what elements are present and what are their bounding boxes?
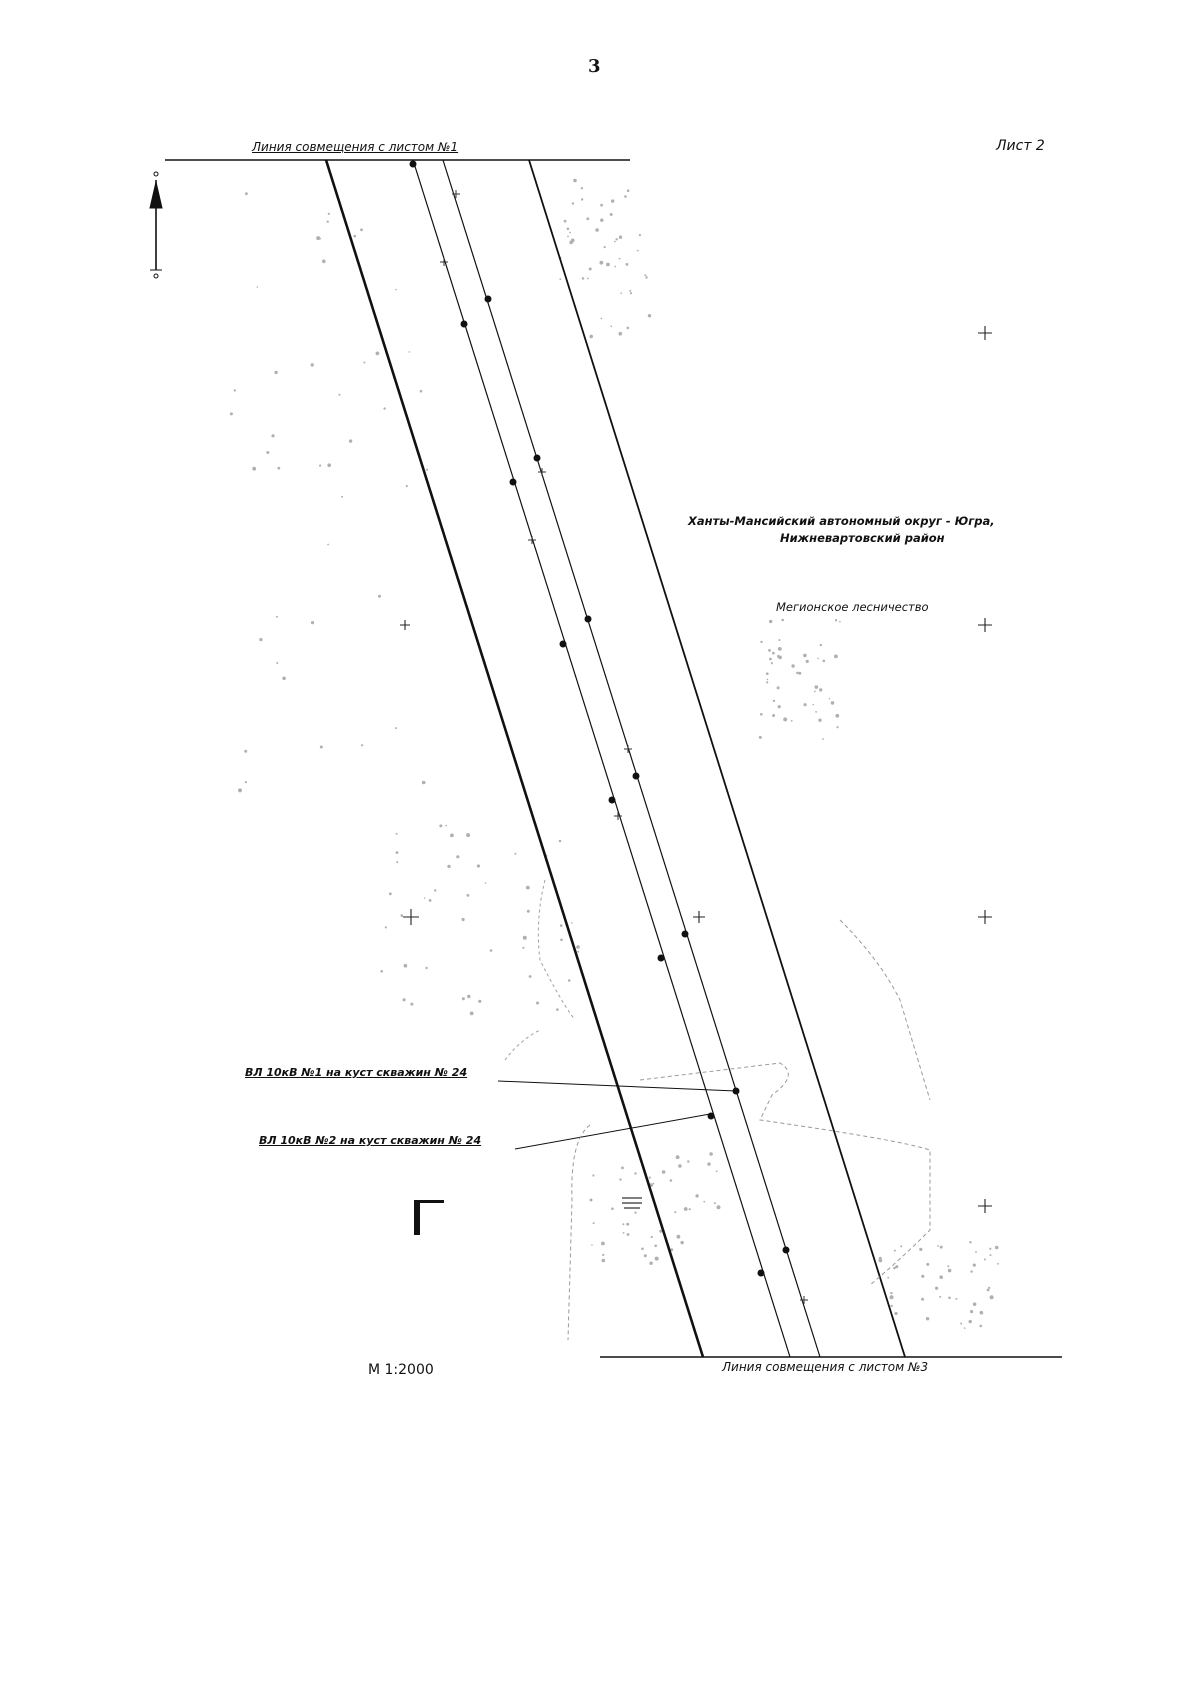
- sheet-label: Лист 2: [996, 138, 1045, 154]
- terrain-dot: [759, 736, 762, 739]
- terrain-dot: [591, 1244, 593, 1246]
- pole-marker-icon: [609, 797, 616, 804]
- terrain-dot: [560, 924, 563, 927]
- terrain-dot: [939, 1296, 941, 1298]
- pole-marker-icon: [510, 479, 517, 486]
- pole-marker-icon: [758, 1270, 765, 1277]
- terrain-dot: [973, 1264, 976, 1267]
- terrain-dot: [466, 833, 470, 837]
- grid-cross-icon: [400, 620, 410, 630]
- power-line-2-leader: [515, 1114, 710, 1149]
- terrain-dot: [522, 947, 524, 949]
- terrain-dot: [320, 746, 323, 749]
- terrain-dot: [600, 219, 603, 222]
- terrain-dot: [891, 1305, 893, 1307]
- terrain-dot: [322, 260, 326, 264]
- terrain-dot: [611, 1207, 614, 1210]
- terrain-dot: [629, 290, 631, 292]
- terrain-dot: [630, 292, 632, 294]
- terrain-dot: [984, 1259, 986, 1261]
- terrain-dot: [439, 824, 442, 827]
- terrain-dot: [429, 899, 432, 902]
- row-boundary-left: [326, 160, 703, 1357]
- terrain-dot: [276, 616, 278, 618]
- terrain-dot: [401, 914, 404, 917]
- terrain-dot: [654, 1245, 657, 1248]
- terrain-dot: [820, 644, 822, 646]
- terrain-dot: [556, 1008, 559, 1011]
- pole-marker-icon: [461, 321, 468, 328]
- terrain-dot: [627, 1233, 630, 1236]
- terrain-dot: [771, 662, 773, 664]
- terrain-dot: [997, 1263, 999, 1265]
- terrain-dot: [804, 703, 807, 706]
- terrain-dot: [772, 714, 775, 717]
- terrain-dot: [536, 1002, 539, 1005]
- terrain-dot: [940, 1246, 943, 1249]
- terrain-dot: [803, 654, 807, 658]
- terrain-dot: [969, 1241, 971, 1243]
- pole-marker-icon: [783, 1247, 790, 1254]
- grid-cross-icon: [693, 911, 705, 923]
- terrain-dot: [245, 781, 247, 783]
- terrain-dot: [341, 496, 343, 498]
- terrain-dot: [404, 964, 408, 968]
- terrain-dot: [234, 389, 236, 391]
- terrain-dot: [621, 292, 623, 294]
- terrain-dot: [600, 261, 604, 265]
- terrain-dot: [526, 886, 530, 890]
- terrain-dot: [814, 691, 816, 693]
- terrain-dot: [456, 855, 459, 858]
- terrain-dot: [623, 1232, 625, 1234]
- terrain-dot: [619, 258, 621, 260]
- pole-marker-icon: [410, 161, 417, 168]
- forestry-label: Мегионское лесничество: [776, 600, 929, 614]
- terrain-dot: [396, 833, 398, 835]
- terrain-dot: [589, 335, 593, 339]
- terrain-dot: [311, 621, 314, 624]
- terrain-dot: [567, 236, 569, 238]
- terrain-dot: [645, 276, 647, 278]
- terrain-dot: [995, 1246, 999, 1250]
- terrain-dot: [921, 1275, 924, 1278]
- terrain-dot: [282, 677, 286, 681]
- terrain-dot: [817, 658, 819, 660]
- terrain-dot: [921, 1298, 924, 1301]
- terrain-dot: [766, 681, 768, 683]
- terrain-dot: [593, 1222, 595, 1224]
- power-line-2-label: ВЛ 10кВ №2 на куст скважин № 24: [259, 1134, 482, 1147]
- terrain-dot: [641, 1248, 644, 1251]
- terrain-dot: [987, 1289, 990, 1292]
- terrain-dot: [769, 620, 772, 623]
- terrain-dot: [778, 647, 782, 651]
- terrain-dot: [361, 744, 363, 746]
- terrain-dot: [879, 1259, 883, 1263]
- terrain-dot: [649, 1262, 652, 1265]
- terrain-dot: [919, 1248, 922, 1251]
- terrain-dot: [627, 327, 630, 330]
- grid-cross-icon: [978, 326, 992, 340]
- terrain-dot: [587, 278, 589, 280]
- terrain-dot: [707, 1162, 710, 1165]
- grid-crosses: [400, 326, 992, 1213]
- terrain-dot: [571, 239, 575, 243]
- terrain-dot: [447, 865, 450, 868]
- terrain-dot: [622, 1223, 624, 1225]
- terrain-dot: [781, 619, 784, 622]
- terrain-dot: [900, 1245, 902, 1247]
- terrain-dot: [389, 892, 392, 895]
- terrain-dot: [271, 434, 274, 437]
- terrain-dot: [252, 467, 256, 471]
- terrain-dot: [670, 1179, 673, 1182]
- terrain-dot: [606, 263, 610, 267]
- terrain-dot: [569, 232, 571, 234]
- terrain-dot: [590, 1199, 593, 1202]
- terrain-dot: [450, 834, 454, 838]
- terrain-dot: [582, 277, 585, 280]
- terrain-dot: [601, 318, 603, 320]
- terrain-dot: [639, 234, 641, 236]
- terrain-dot: [678, 1164, 682, 1168]
- terrain-dot: [420, 390, 423, 393]
- terrain-dot: [395, 727, 397, 729]
- terrain-dot: [839, 621, 841, 623]
- terrain-dot: [777, 686, 780, 689]
- terrain-dot: [624, 195, 627, 198]
- terrain-dot: [586, 217, 589, 220]
- terrain-dot: [823, 660, 826, 663]
- terrain-dot: [559, 278, 561, 280]
- terrain-dot: [975, 1251, 977, 1253]
- pad-symbol: [622, 1198, 642, 1208]
- terrain-dot: [571, 922, 573, 924]
- terrain-dot: [602, 1254, 604, 1256]
- terrain-dot: [894, 1250, 896, 1252]
- pole-marker-icon: [682, 931, 689, 938]
- terrain-dot: [327, 544, 329, 546]
- terrain-dot: [327, 221, 329, 223]
- terrain-dot: [610, 213, 613, 216]
- terrain-dot: [360, 228, 363, 231]
- terrain-dot: [829, 698, 831, 700]
- pole-marker-icon: [658, 955, 665, 962]
- terrain-dot: [778, 639, 780, 641]
- terrain-dot: [514, 853, 516, 855]
- terrain-dot: [385, 926, 387, 928]
- terrain-dot: [378, 595, 381, 598]
- pole-marker-icon: [560, 641, 567, 648]
- terrain-dot: [600, 204, 603, 207]
- terrain-contour: [505, 880, 575, 1060]
- terrain-dot: [680, 1241, 683, 1244]
- terrain-dot: [573, 179, 577, 183]
- terrain-dot: [926, 1317, 929, 1320]
- terrain-dot: [567, 228, 570, 231]
- section-marker-icon: [414, 1200, 444, 1235]
- terrain-dot: [822, 738, 824, 740]
- terrain-dot: [406, 485, 408, 487]
- terrain-dot: [644, 1254, 647, 1257]
- terrain-dot: [980, 1325, 983, 1328]
- match-line-top-label: Линия совмещения с листом №1: [252, 140, 459, 154]
- terrain-dot: [230, 412, 233, 415]
- terrain-dot: [695, 1194, 698, 1197]
- terrain-dot: [815, 685, 819, 689]
- terrain-dot: [592, 1174, 594, 1176]
- region-label-line1: Ханты-Мансийский автономный округ - Югра,: [688, 514, 995, 528]
- terrain-dot: [277, 467, 280, 470]
- terrain-texture: [230, 179, 999, 1329]
- terrain-dot: [649, 1177, 651, 1179]
- terrain-dot: [990, 1254, 992, 1256]
- terrain-dot: [490, 949, 493, 952]
- terrain-dot: [338, 394, 340, 396]
- terrain-dot: [276, 662, 278, 664]
- terrain-dot: [467, 995, 470, 998]
- terrain-dot: [890, 1295, 894, 1299]
- terrain-dot: [316, 236, 320, 240]
- terrain-dot: [529, 975, 532, 978]
- grid-cross-icon: [978, 618, 992, 632]
- terrain-dot: [836, 726, 838, 728]
- terrain-dot: [894, 1312, 897, 1315]
- pole-marker-icon: [708, 1113, 715, 1120]
- terrain-dot: [813, 704, 815, 706]
- terrain-dot: [426, 469, 428, 471]
- terrain-dot: [568, 979, 571, 982]
- terrain-dot: [462, 997, 465, 1000]
- terrain-dot: [634, 1172, 636, 1174]
- terrain-dot: [772, 652, 775, 655]
- terrain-dot: [445, 825, 447, 827]
- terrain-dot: [655, 1257, 659, 1261]
- terrain-dot: [835, 619, 837, 621]
- terrain-dot: [626, 1223, 629, 1226]
- route-ticks: [440, 190, 808, 1304]
- terrain-dot: [676, 1155, 680, 1159]
- terrain-dot: [926, 1263, 929, 1266]
- terrain-dot: [616, 238, 618, 240]
- terrain-dot: [970, 1270, 972, 1272]
- terrain-dot: [651, 1236, 653, 1238]
- terrain-dot: [611, 199, 614, 202]
- terrain-dot: [327, 463, 331, 467]
- terrain-dot: [611, 325, 613, 327]
- north-arrow-icon: [150, 172, 162, 278]
- terrain-dot: [980, 1311, 984, 1315]
- terrain-dot: [266, 451, 269, 454]
- terrain-dot: [527, 910, 530, 913]
- terrain-dot: [485, 882, 487, 884]
- terrain-dot: [637, 250, 639, 252]
- terrain-dot: [937, 1245, 939, 1247]
- terrain-dot: [815, 711, 817, 713]
- pole-marker-icon: [485, 296, 492, 303]
- pole-marker-icon: [585, 616, 592, 623]
- terrain-dot: [935, 1287, 938, 1290]
- terrain-dot: [559, 840, 562, 843]
- terrain-dot: [791, 720, 793, 722]
- terrain-dot: [973, 1302, 977, 1306]
- terrain-dot: [477, 864, 480, 867]
- terrain-dot: [619, 236, 622, 239]
- terrain-dot: [890, 1292, 892, 1294]
- terrain-dot: [523, 936, 527, 940]
- terrain-dot: [434, 889, 436, 891]
- terrain-dot: [589, 268, 592, 271]
- terrain-dot: [424, 897, 426, 899]
- terrain-dot: [964, 1327, 966, 1329]
- terrain-dot: [595, 228, 599, 232]
- terrain-dot: [328, 213, 330, 215]
- terrain-dot: [395, 289, 397, 291]
- terrain-dot: [581, 198, 583, 200]
- terrain-dot: [319, 465, 321, 467]
- terrain-dot: [703, 1201, 705, 1203]
- grid-cross-icon: [978, 1199, 992, 1213]
- pole-marker-icon: [534, 455, 541, 462]
- terrain-dot: [760, 641, 762, 643]
- terrain-dot: [783, 717, 787, 721]
- terrain-dot: [948, 1297, 951, 1300]
- terrain-dot: [769, 658, 772, 661]
- terrain-dot: [274, 371, 277, 374]
- terrain-dot: [462, 918, 465, 921]
- terrain-dot: [467, 894, 470, 897]
- terrain-dot: [674, 1211, 676, 1213]
- terrain-dot: [684, 1207, 688, 1211]
- terrain-dot: [969, 1320, 972, 1323]
- terrain-dot: [403, 998, 406, 1001]
- terrain-dot: [383, 407, 385, 409]
- terrain-dot: [478, 1000, 481, 1003]
- terrain-dot: [819, 688, 822, 691]
- terrain-dot: [422, 781, 426, 785]
- terrain-dot: [621, 1167, 624, 1170]
- grid-cross-icon: [403, 909, 419, 925]
- terrain-dot: [834, 655, 838, 659]
- terrain-dot: [662, 1170, 666, 1174]
- terrain-dot: [760, 713, 763, 716]
- terrain-dot: [614, 266, 616, 268]
- terrain-dot: [887, 1277, 889, 1279]
- terrain-dot: [644, 274, 646, 276]
- terrain-dot: [354, 235, 357, 238]
- terrain-dot: [990, 1295, 994, 1299]
- terrain-dot: [572, 202, 574, 204]
- terrain-dot: [259, 638, 262, 641]
- scale-label: М 1:2000: [368, 1362, 434, 1378]
- power-line-2-route: [413, 160, 790, 1357]
- terrain-dot: [895, 1265, 898, 1268]
- terrain-dot: [619, 1178, 621, 1180]
- terrain-dot: [939, 1275, 943, 1279]
- terrain-dot: [627, 189, 630, 192]
- terrain-dot: [576, 945, 580, 949]
- page-number: 3: [588, 56, 601, 77]
- terrain-dot: [778, 656, 782, 660]
- terrain-dot: [716, 1170, 718, 1172]
- terrain-dot: [380, 970, 383, 973]
- row-boundary-right: [529, 160, 905, 1357]
- pole-marker-icon: [633, 773, 640, 780]
- terrain-dot: [602, 1259, 606, 1263]
- terrain-dot: [619, 332, 623, 336]
- terrain-dot: [560, 939, 563, 942]
- terrain-dot: [245, 192, 248, 195]
- terrain-dot: [349, 439, 352, 442]
- terrain-dot: [947, 1265, 949, 1267]
- terrain-dot: [709, 1152, 713, 1156]
- terrain-dot: [773, 700, 775, 702]
- terrain-dot: [396, 851, 399, 854]
- terrain-dot: [717, 1205, 721, 1209]
- terrain-dot: [970, 1310, 973, 1313]
- terrain-dot: [778, 705, 781, 708]
- terrain-dot: [634, 1212, 636, 1214]
- power-line-1-label: ВЛ 10кВ №1 на куст скважин № 24: [245, 1066, 468, 1079]
- terrain-dot: [257, 286, 259, 288]
- terrain-dot: [767, 679, 769, 681]
- terrain-dot: [677, 1235, 681, 1239]
- terrain-dot: [648, 314, 651, 317]
- terrain-dot: [409, 351, 411, 353]
- terrain-dot: [470, 1012, 474, 1016]
- terrain-dot: [791, 664, 794, 667]
- terrain-dot: [955, 1298, 957, 1300]
- terrain-dot: [396, 861, 398, 863]
- terrain-dot: [311, 363, 314, 366]
- terrain-dot: [581, 187, 583, 189]
- terrain-dot: [806, 660, 809, 663]
- terrain-dot: [653, 1183, 655, 1185]
- terrain-dot: [363, 362, 365, 364]
- terrain-dot: [376, 352, 380, 356]
- terrain-dot: [796, 672, 799, 675]
- terrain-dot: [238, 788, 242, 792]
- terrain-dot: [960, 1323, 962, 1325]
- terrain-dot: [244, 750, 247, 753]
- terrain-dot: [714, 1202, 716, 1204]
- terrain-dot: [604, 246, 606, 248]
- terrain-dot: [410, 1003, 413, 1006]
- terrain-dot: [831, 701, 835, 705]
- terrain-dot: [689, 1208, 691, 1210]
- region-label-line2: Нижневартовский район: [780, 531, 945, 545]
- power-line-1-route: [443, 160, 820, 1357]
- terrain-dot: [614, 241, 616, 243]
- terrain-dot: [948, 1269, 952, 1273]
- terrain-dot: [989, 1248, 991, 1250]
- terrain-dot: [425, 967, 427, 969]
- terrain-dot: [601, 1242, 605, 1246]
- terrain-dot: [577, 951, 579, 953]
- match-line-bottom-label: Линия совмещения с листом №3: [722, 1360, 929, 1374]
- terrain-dot: [818, 719, 821, 722]
- terrain-dot: [835, 714, 839, 718]
- terrain-dot: [766, 672, 769, 675]
- terrain-dot: [626, 263, 629, 266]
- grid-cross-icon: [978, 910, 992, 924]
- terrain-dot: [564, 220, 567, 223]
- terrain-dot: [687, 1160, 689, 1162]
- terrain-dot: [768, 649, 771, 652]
